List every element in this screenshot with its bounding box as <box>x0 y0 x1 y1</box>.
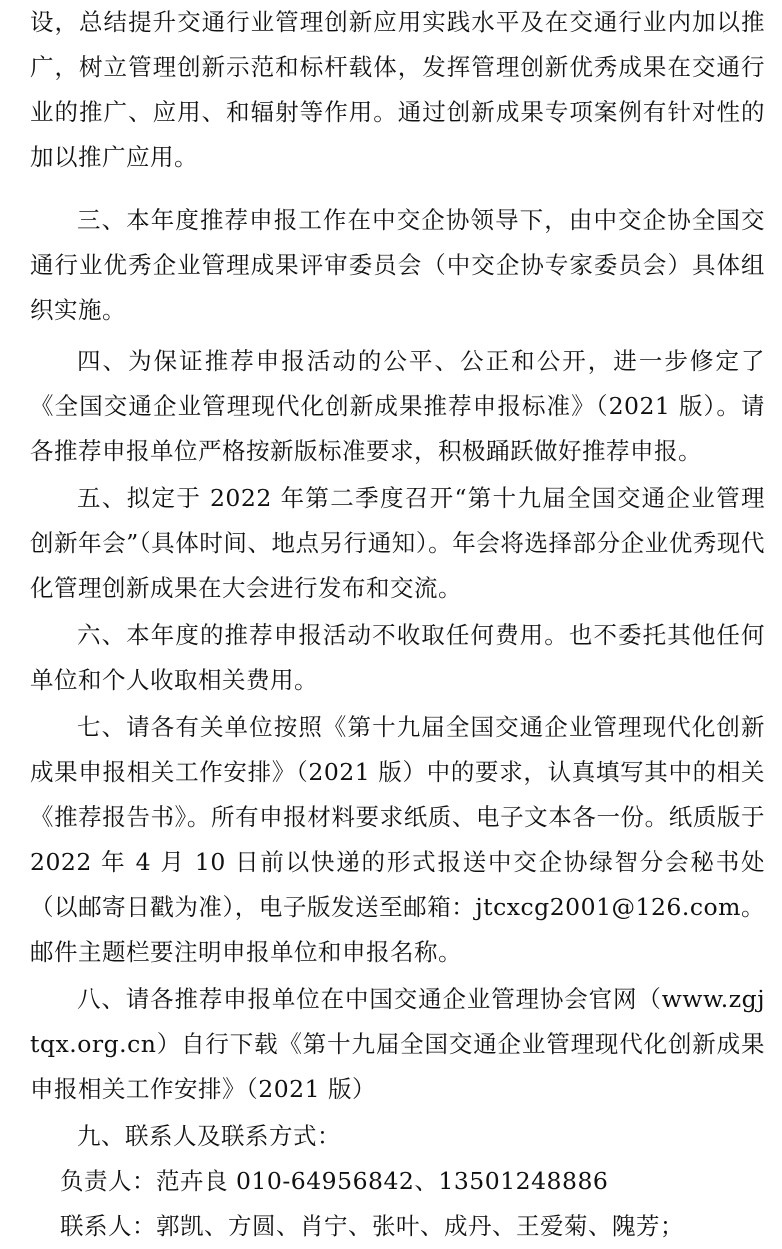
contact-persons: 联系人：郭凯、方圆、肖宁、张叶、成丹、王爱菊、隗芳； <box>60 1212 684 1240</box>
paragraph-section-4: 四、为保证推荐申报活动的公平、公正和公开，进一步修定了《全国交通企业管理现代化创新成果推荐申报标准》（2021 版）。请各推荐申报单位严格按新版标准要求，积极踊跃做好推荐申报。 <box>30 347 765 465</box>
paragraph-section-7: 七、请各有关单位按照《第十九届全国交通企业管理现代化创新成果申报相关工作安排》（2021 版）中的要求，认真填写其中的相关《推荐报告书》。所有申报材料要求纸质、电子文本各一份。纸质版于 2022 年 4 月 10 日前以快递的形式报送中交企协绿智分会秘书处（以邮寄日戳为准），电子版发送至邮箱：jtcxcg2001@126.com。邮件主题栏要注明申报单位和申报名称。 <box>30 713 765 966</box>
paragraph-section-9-heading: 九、联系人及联系方式： <box>77 1122 341 1150</box>
paragraph-continuation: 设，总结提升交通行业管理创新应用实践水平及在交通行业内加以推广，树立管理创新示范和标杆载体，发挥管理创新优秀成果在交通行业的推广、应用、和辐射等作用。通过创新成果专项案例有针对性的加以推广应用。 <box>30 8 765 171</box>
paragraph-section-3: 三、本年度推荐申报工作在中交企协领导下，由中交企协全国交通行业优秀企业管理成果评审委员会（中交企协专家委员会）具体组织实施。 <box>30 206 765 324</box>
paragraph-section-8: 八、请各推荐申报单位在中国交通企业管理协会官网（www.zgjtqx.org.cn）自行下载《第十九届全国交通企业管理现代化创新成果申报相关工作安排》（2021 版） <box>30 985 765 1103</box>
contact-responsible-person: 负责人：范卉良 010-64956842、13501248886 <box>60 1167 609 1195</box>
paragraph-section-5: 五、拟定于 2022 年第二季度召开“第十九届全国交通企业管理创新年会”（具体时间、地点另行通知）。年会将选择部分企业优秀现代化管理创新成果在大会进行发布和交流。 <box>30 484 765 602</box>
document-page <box>30 0 765 1249</box>
paragraph-section-6: 六、本年度的推荐申报活动不收取任何费用。也不委托其他任何单位和个人收取相关费用。 <box>30 621 765 694</box>
